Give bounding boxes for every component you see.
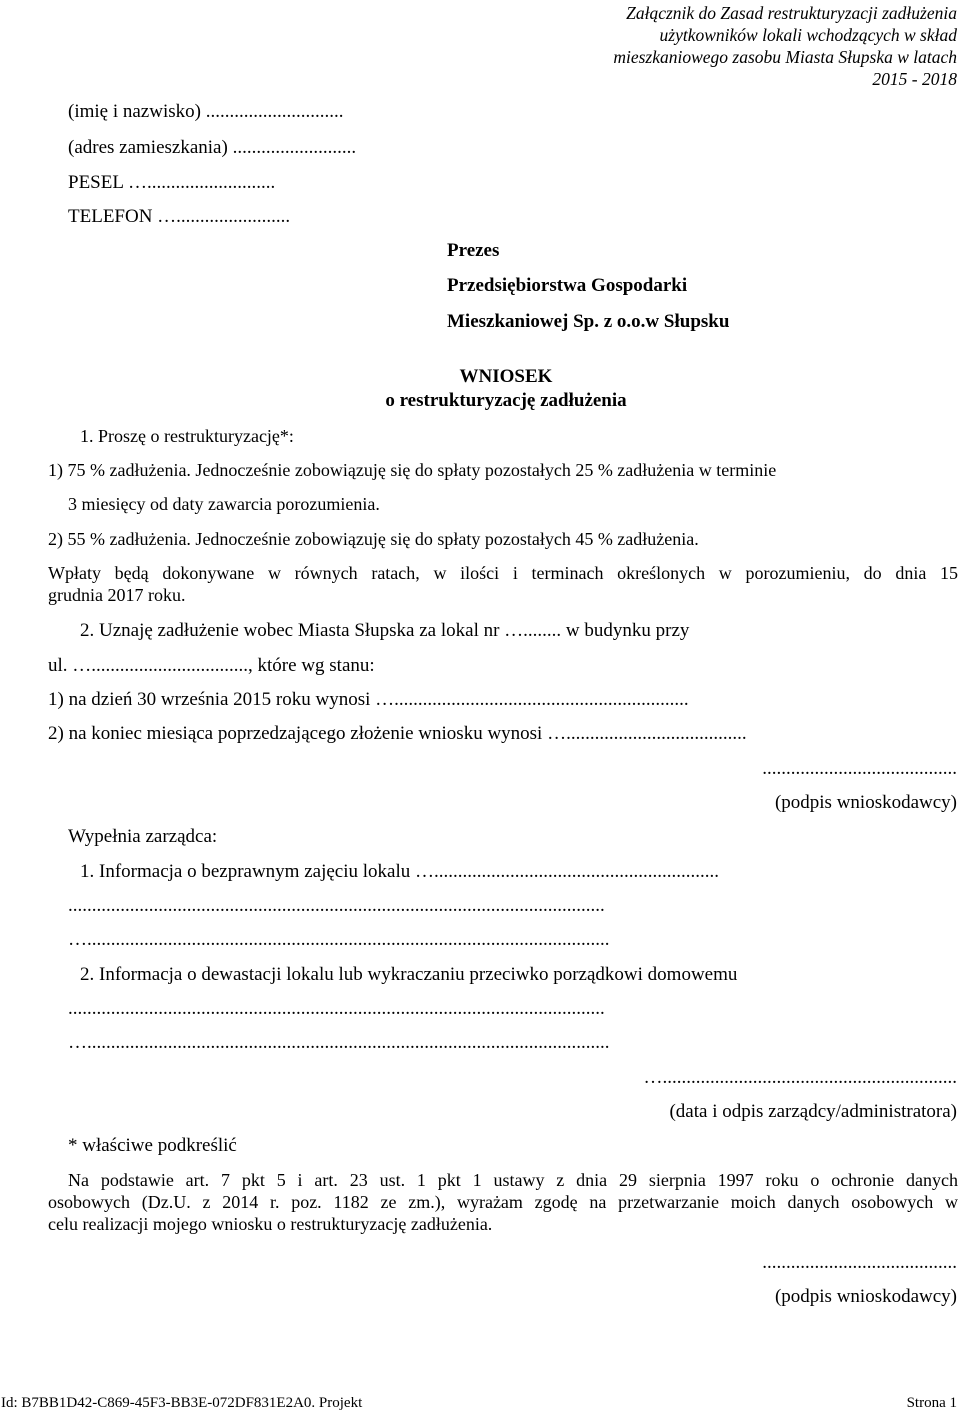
page-number: Strona 1 <box>906 1395 957 1411</box>
option-75-percent-cont: 3 miesięcy od daty zawarcia porozumienia. <box>68 494 380 514</box>
header-line: 2015 - 2018 <box>872 69 957 89</box>
header-line: użytkowników lokali wchodzących w skład <box>659 25 957 45</box>
payments-paragraph <box>48 562 958 606</box>
applicant-signature-line: ......................................... <box>762 758 957 779</box>
applicant-signature-label: (podpis wnioskodawcy) <box>774 792 957 813</box>
manager-signature-label: (data i odpis zarządcy/administratora) <box>669 1101 957 1122</box>
recipient-line-3: Mieszkaniowej Sp. z o.o.w Słupsku <box>447 311 730 332</box>
applicant-signature-line-2: ......................................... <box>762 1252 957 1273</box>
recipient-line-1: Prezes <box>447 240 500 261</box>
devastation-dots-2: ….............................................................................................................. <box>68 1032 610 1053</box>
document-subtitle: o restrukturyzację zadłużenia <box>385 390 627 411</box>
option-75-percent: 1) 75 % zadłużenia. Jednocześnie zobowiązuję się do spłaty pozostałych 25 % zadłużenia w terminie <box>48 460 777 480</box>
header-line: mieszkaniowego zasobu Miasta Słupska w latach <box>613 47 957 67</box>
section2-line-1: 2. Uznaję zadłużenie wobec Miasta Słupska za lokal nr …........ w budynku przy <box>80 620 690 641</box>
debt-amount-prev-month: 2) na koniec miesiąca poprzedzającego złożenie wniosku wynosi …...................................... <box>48 723 747 744</box>
applicant-signature-label-2: (podpis wnioskodawcy) <box>774 1286 957 1307</box>
applicant-name-field: (imię i nazwisko) ............................. <box>68 101 344 122</box>
payments-line-1: Wpłaty będą dokonywane w równych ratach, w ilości i terminach określonych w porozumieniu, do dnia 15 <box>48 563 958 583</box>
consent-line-2: osobowych (Dz.U. z 2014 r. poz. 1182 ze zm.), wyrażam zgodę na przetwarzanie moich danych osobowych w <box>48 1192 958 1212</box>
section1-heading: 1. Proszę o restrukturyzację*: <box>80 426 294 446</box>
option-55-percent: 2) 55 % zadłużenia. Jednocześnie zobowiązuję się do spłaty pozostałych 45 % zadłużenia. <box>48 529 699 549</box>
applicant-address-field: (adres zamieszkania) .......................... <box>68 137 357 158</box>
debt-amount-sept-2015: 1) na dzień 30 września 2015 roku wynosi ….............................................................. <box>48 689 689 710</box>
document-id: Id: B7BB1D42-C869-45F3-BB3E-072DF831E2A0. Projekt <box>1 1395 363 1411</box>
consent-line-1: Na podstawie art. 7 pkt 5 i art. 23 ust. 1 pkt 1 ustawy z dnia 29 sierpnia 1997 roku o ochronie danych <box>68 1170 958 1190</box>
data-consent-paragraph <box>48 1169 958 1235</box>
consent-line-3: celu realizacji mojego wniosku o restrukturyzację zadłużenia. <box>48 1214 493 1234</box>
section2-line-2: ul. …................................., które wg stanu: <box>48 655 375 676</box>
footnote: * właściwe podkreślić <box>68 1135 237 1156</box>
applicant-phone-field: TELEFON …........................ <box>68 206 291 227</box>
recipient-line-2: Przedsiębiorstwa Gospodarki <box>447 275 688 296</box>
document-title: WNIOSEK <box>459 366 553 387</box>
devastation-dots-1: ................................................................................................................. <box>68 998 605 1019</box>
header-line: Załącznik do Zasad restrukturyzacji zadłużenia <box>626 3 957 23</box>
unlawful-occupation-info: 1. Informacja o bezprawnym zajęciu lokalu …............................................................ <box>80 861 719 882</box>
unlawful-occupation-dots-2: ….............................................................................................................. <box>68 929 610 950</box>
applicant-pesel-field: PESEL …........................... <box>68 172 276 193</box>
manager-section-heading: Wypełnia zarządca: <box>68 826 218 847</box>
devastation-info: 2. Informacja o dewastacji lokalu lub wykraczaniu przeciwko porządkowi domowemu <box>80 964 738 985</box>
manager-signature-line: ….............................................................. <box>643 1067 957 1088</box>
unlawful-occupation-dots-1: ................................................................................................................. <box>68 895 605 916</box>
payments-line-2: grudnia 2017 roku. <box>48 585 186 605</box>
